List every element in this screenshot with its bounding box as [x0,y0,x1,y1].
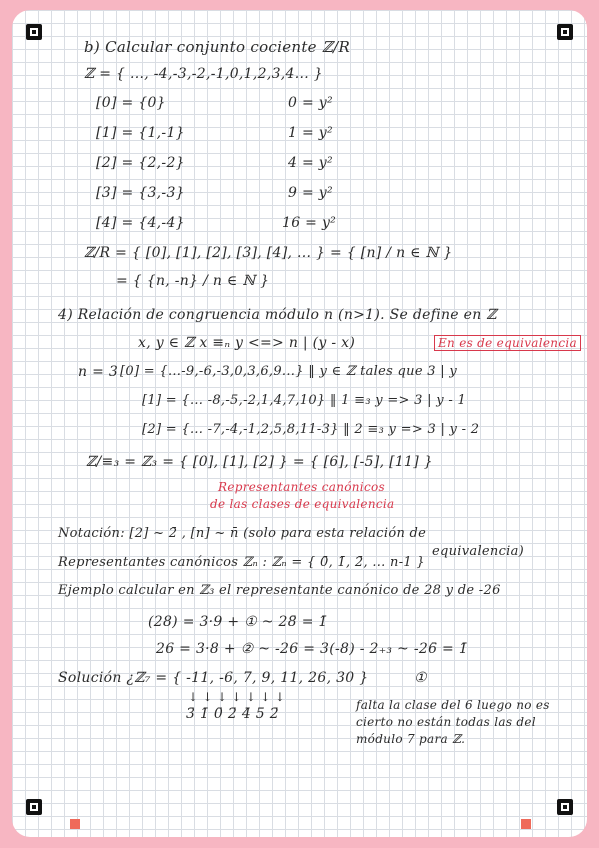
class-0: [0] = {0} [96,95,166,111]
n-equals-3: n = 3 [78,364,119,380]
example-26: 26 = 3·8 + ② ~ -26 = 3(-8) - 2₊₃ ~ -26̄ = 1̄ [156,641,469,657]
canonical-reps: Representantes canónicos ℤₙ : ℤₙ = { 0̄, 1̄, 2̄, ... n-1 } [58,555,425,570]
notation-line: Notación: [2] ~ 2̄ , [n] ~ n̄ (solo para esta relación de [58,526,427,541]
class-mod3-1: [1] = {... -8,-5,-2,1,4,7,10} ‖ 1 ≡₃ y => 3 | y - 1 [142,393,467,408]
residues-row: 3̄ 1̄ 0̄ 2̄ 4̄ 5̄ 2̄ [186,706,279,722]
orange-marker-left [70,819,80,829]
conclusion-3: módulo 7 para ℤ. [356,732,466,746]
eq-0: 0 = y² [288,95,333,111]
class-mod3-0: [0] = {...-9,-6,-3,0,3,6,9...} ‖ y ∈ ℤ tales que 3 | y [120,364,458,379]
eq-1: 1 = y² [288,125,333,141]
heading-b: b) Calcular conjunto cociente ℤ/R [84,38,351,56]
orange-marker-right [521,819,531,829]
circled-one: ① [414,670,427,686]
z3-quotient: ℤ/≡₃ = ℤ₃ = { [0], [1], [2] } = { [6], [-5], [11] } [86,454,433,470]
corner-marker-bottom-right [557,799,573,815]
corner-marker-top-right [557,24,573,40]
example-28: (28) = 3·9 + ① ~ 28̄ = 1̄ [148,614,328,630]
class-mod3-2: [2] = {... -7,-4,-1,2,5,8,11-3} ‖ 2 ≡₃ y => 3 | y - 2 [142,422,480,437]
equivalence-note: En es de equivalencia [434,335,581,351]
z-set: ℤ = { ..., -4,-3,-2,-1,0,1,2,3,4... } [84,66,323,82]
class-1: [1] = {1,-1} [96,125,185,141]
eq-3: 9 = y² [288,185,333,201]
eq-2: 4 = y² [288,155,333,171]
corner-marker-top-left [26,24,42,40]
congruence-def: x, y ∈ ℤ x ≡ₙ y <=> n | (y - x) [138,335,356,351]
heading-4: 4) Relación de congruencia módulo n (n>1). Se define en ℤ [58,307,497,323]
corner-marker-bottom-left [26,799,42,815]
example-heading: Ejemplo calcular en ℤ₃ el representante canónico de 28 y de -26 [58,583,501,598]
quotient-set: ℤ/R = { [0], [1], [2], [3], [4], ... } = { [n] / n ∈ ℕ } [84,245,453,261]
eq-4: 16 = y² [282,215,337,231]
conclusion-1: falta la clase del 6 luego no es [356,698,550,712]
notebook-page [12,10,587,837]
class-2: [2] = {2,-2} [96,155,185,171]
class-3: [3] = {3,-3} [96,185,185,201]
notation-line-2: equivalencia) [432,544,525,559]
class-4: [4] = {4,-4} [96,215,185,231]
conclusion-2: cierto no están todas las del [356,715,536,729]
solution-line: Solución ¿ℤ₇ = { -11, -6, 7, 9, 11, 26, 30 } [58,670,369,686]
arrows-row: ↓ ↓ ↓ ↓ ↓ ↓ ↓ [188,690,286,704]
canonical-note-2: de las clases de equivalencia [210,497,395,511]
canonical-note-1: Representantes canónicos [218,480,385,494]
quotient-set-2: = { {n, -n} / n ∈ ℕ } [116,273,270,289]
